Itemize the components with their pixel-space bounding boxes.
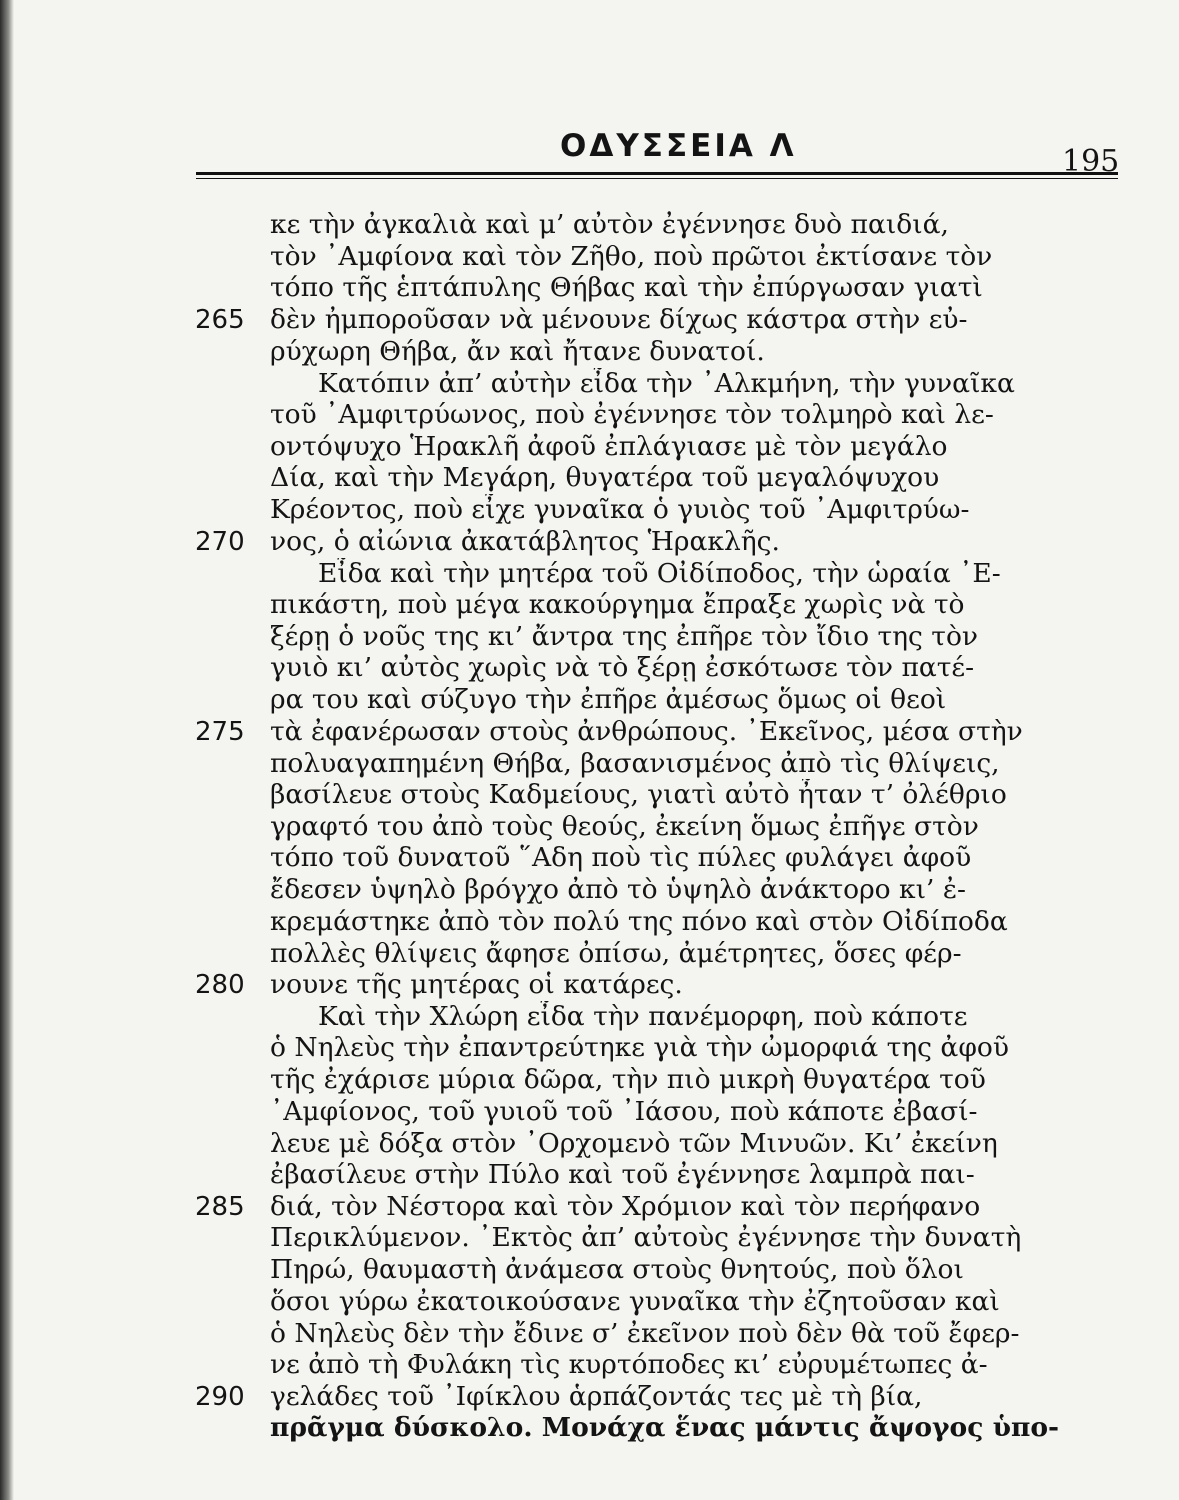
text-line: ξέρῃ ὁ νοῦς της κι’ ἄντρα της ἐπῆρε τὸν ἴδιο της τὸν xyxy=(270,621,979,652)
text-line: γελάδες τοῦ ᾿Ιφίκλου ἁρπάζοντάς τες μὲ τὴ βία, xyxy=(270,1381,923,1412)
line-number: 265 xyxy=(195,305,245,335)
text-line: τόπο τοῦ δυνατοῦ ῞Αδη ποὺ τὶς πύλες φυλάγει ἀφοῦ xyxy=(270,842,972,873)
text-line: οντόψυχο Ἡρακλῆ ἀφοῦ ἐπλάγιασε μὲ τὸν μεγάλο xyxy=(270,431,948,462)
text-line: Δία, καὶ τὴν Μεγάρη, θυγατέρα τοῦ μεγαλόψυχου xyxy=(270,462,940,493)
page-number: 195 xyxy=(1062,144,1120,179)
line-number: 290 xyxy=(195,1382,245,1412)
running-title: ΟΔΥΣΣΕΙΑ Λ xyxy=(560,128,797,164)
text-line: πολλὲς θλίψεις ἄφησε ὀπίσω, ἀμέτρητες, ὅσες φέρ- xyxy=(270,938,962,969)
text-line: τὸν ᾿Αμφίονα καὶ τὸν Ζῆθο, ποὺ πρῶτοι ἐκτίσανε τὸν xyxy=(270,241,993,272)
text-line: νε ἀπὸ τὴ Φυλάκη τὶς κυρτόποδες κι’ εὐρυμέτωπες ἀ- xyxy=(270,1349,988,1380)
text-line: ὁ Νηλεὺς δὲν τὴν ἔδινε σ’ ἐκεῖνον ποὺ δὲν θὰ τοῦ ἔφερ- xyxy=(270,1318,1020,1349)
text-line: νουνε τῆς μητέρας οἱ κατάρες. xyxy=(270,969,683,1000)
text-line: ὅσοι γύρω ἐκατοικούσανε γυναῖκα τὴν ἐζητοῦσαν καὶ xyxy=(270,1286,1000,1317)
text-line: διά, τὸν Νέστορα καὶ τὸν Χρόμιον καὶ τὸν περήφανο xyxy=(270,1191,981,1222)
text-line: τὰ ἐφανέρωσαν στοὺς ἀνθρώπους. ᾿Εκεῖνος, μέσα στὴν xyxy=(270,716,1023,747)
text-line: βασίλευε στοὺς Καδμείους, γιατὶ αὐτὸ ἦταν τ’ ὀλέθριο xyxy=(270,779,1007,810)
text-line: Κατόπιν ἀπ’ αὐτὴν εἶδα τὴν ᾿Αλκμήνη, τὴν γυναῖκα xyxy=(318,368,1015,399)
text-line: πικάστη, ποὺ μέγα κακούργημα ἔπραξε χωρὶς νὰ τὸ xyxy=(270,589,965,620)
text-line: ὁ Νηλεὺς τὴν ἐπαντρεύτηκε γιὰ τὴν ὠμορφιά της ἀφοῦ xyxy=(270,1032,1009,1063)
text-line: ᾿Αμφίονος, τοῦ γυιοῦ τοῦ ᾿Ιάσου, ποὺ κάποτε ἐβασί- xyxy=(270,1096,978,1127)
text-line: τῆς ἐχάρισε μύρια δῶρα, τὴν πιὸ μικρὴ θυγατέρα τοῦ xyxy=(270,1064,986,1095)
text-line: Κρέοντος, ποὺ εἶχε γυναῖκα ὁ γυιὸς τοῦ ᾿Αμφιτρύω- xyxy=(270,494,970,525)
text-line: ρύχωρη Θήβα, ἄν καὶ ἤτανε δυνατοί. xyxy=(270,336,765,367)
line-number: 285 xyxy=(195,1192,245,1222)
text-line: Πηρώ, θαυμαστὴ ἀνάμεσα στοὺς θνητούς, ποὺ ὅλοι xyxy=(270,1254,964,1285)
text-line: κε τὴν ἀγκαλιὰ καὶ μ’ αὐτὸν ἐγέννησε δυὸ παιδιά, xyxy=(270,209,949,240)
text-line: νος, ὁ αἰώνια ἀκατάβλητος Ἡρακλῆς. xyxy=(270,526,780,557)
text-line: λευε μὲ δόξα στὸν ᾿Ορχομενὸ τῶν Μινυῶν. Κι’ ἐκείνη xyxy=(270,1128,998,1159)
text-line: Καὶ τὴν Χλώρη εἶδα τὴν πανέμορφη, ποὺ κάποτε xyxy=(318,1001,968,1032)
text-line: Εἶδα καὶ τὴν μητέρα τοῦ Οἰδίποδος, τὴν ὡραία ᾿Ε- xyxy=(318,558,1001,589)
text-line: πολυαγαπημένη Θήβα, βασανισμένος ἀπὸ τὶς θλίψεις, xyxy=(270,748,1000,779)
text-line: γυιὸ κι’ αὐτὸς χωρὶς νὰ τὸ ξέρῃ ἐσκότωσε τὸν πατέ- xyxy=(270,652,975,683)
text-line: ἔδεσεν ὑψηλὸ βρόγχο ἀπὸ τὸ ὑψηλὸ ἀνάκτορο κι’ ἐ- xyxy=(270,874,967,905)
text-line: δὲν ἠμποροῦσαν νὰ μένουνε δίχως κάστρα στὴν εὐ- xyxy=(270,304,968,335)
text-line: τόπο τῆς ἑπτάπυλης Θήβας καὶ τὴν ἐπύργωσαν γιατὶ xyxy=(270,272,983,303)
text-line: πρᾶγμα δύσκολο. Μονάχα ἕνας μάντις ἄψογος ὑπο- xyxy=(270,1412,1060,1443)
text-line: γραφτό του ἀπὸ τοὺς θεούς, ἐκείνη ὅμως ἐπῆγε στὸν xyxy=(270,811,979,842)
text-line: ρα του καὶ σύζυγο τὴν ἐπῆρε ἀμέσως ὅμως οἱ θεοὶ xyxy=(270,684,947,715)
text-line: Περικλύμενον. ᾿Εκτὸς ἀπ’ αὐτοὺς ἐγέννησε τὴν δυνατὴ xyxy=(270,1222,1022,1253)
line-number: 270 xyxy=(195,527,245,557)
text-line: τοῦ ᾿Αμφιτρύωνος, ποὺ ἐγέννησε τὸν τολμηρὸ καὶ λε- xyxy=(270,399,994,430)
text-line: κρεμάστηκε ἀπὸ τὸν πολύ της πόνο καὶ στὸν Οἰδίποδα xyxy=(270,906,1008,937)
line-number: 280 xyxy=(195,970,245,1000)
text-line: ἐβασίλευε στὴν Πύλο καὶ τοῦ ἐγέννησε λαμπρὰ παι- xyxy=(270,1159,975,1190)
line-number: 275 xyxy=(195,717,245,747)
